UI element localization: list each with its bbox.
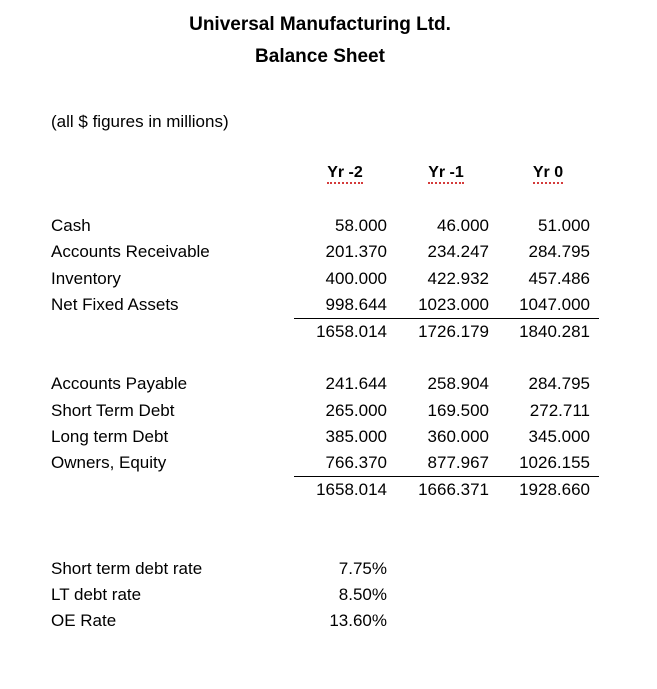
row-label: Accounts Payable [51, 374, 188, 393]
cell-value: 272.711 [529, 401, 590, 420]
row-label: Cash [51, 216, 91, 235]
cell-value: 169.500 [427, 401, 489, 420]
cell-value: 998.644 [325, 295, 387, 314]
total-value: 1840.281 [519, 322, 590, 341]
row-label: Long term Debt [51, 427, 169, 446]
cell-value: 258.904 [427, 374, 489, 393]
cell-value: 360.000 [427, 427, 489, 446]
cell-value: 385.000 [325, 427, 387, 446]
total-divider [294, 318, 599, 319]
rate-value: 13.60% [329, 611, 387, 630]
cell-value: 284.795 [528, 242, 590, 261]
cell-value: 46.000 [437, 216, 489, 235]
row-label: Owners, Equity [51, 453, 167, 472]
cell-value: 422.932 [427, 269, 489, 288]
cell-value: 51.000 [538, 216, 590, 235]
total-value: 1658.014 [316, 322, 387, 341]
rate-label: LT debt rate [51, 585, 142, 604]
cell-value: 1026.155 [519, 453, 590, 472]
cell-value: 234.247 [427, 242, 489, 261]
cell-value: 201.370 [325, 242, 387, 261]
cell-value: 58.000 [335, 216, 387, 235]
cell-value: 241.644 [325, 374, 387, 393]
statement-title: Balance Sheet [255, 46, 385, 67]
rate-value: 8.50% [338, 585, 387, 604]
cell-value: 284.795 [528, 374, 590, 393]
rate-value: 7.75% [338, 559, 387, 578]
column-header-yr-1: Yr -1 [396, 164, 496, 182]
column-header-yr-2: Yr -2 [295, 164, 395, 182]
row-label: Short Term Debt [51, 401, 175, 420]
total-value: 1658.014 [316, 480, 387, 499]
company-title: Universal Manufacturing Ltd. [189, 14, 451, 35]
column-header-yr-0: Yr 0 [498, 164, 598, 182]
cell-value: 1047.000 [519, 295, 590, 314]
cell-value: 345.000 [528, 427, 590, 446]
total-value: 1666.371 [418, 480, 489, 499]
cell-value: 766.370 [325, 453, 387, 472]
total-value: 1726.179 [418, 322, 489, 341]
units-note: (all $ figures in millions) [51, 112, 229, 131]
total-divider [294, 476, 599, 477]
rate-label: OE Rate [51, 611, 117, 630]
cell-value: 265.000 [325, 401, 387, 420]
cell-value: 457.486 [528, 269, 590, 288]
rate-label: Short term debt rate [51, 559, 203, 578]
row-label: Inventory [51, 269, 121, 288]
total-value: 1928.660 [519, 480, 590, 499]
cell-value: 400.000 [325, 269, 387, 288]
cell-value: 877.967 [427, 453, 489, 472]
row-label: Net Fixed Assets [51, 295, 179, 314]
cell-value: 1023.000 [418, 295, 489, 314]
row-label: Accounts Receivable [51, 242, 210, 261]
